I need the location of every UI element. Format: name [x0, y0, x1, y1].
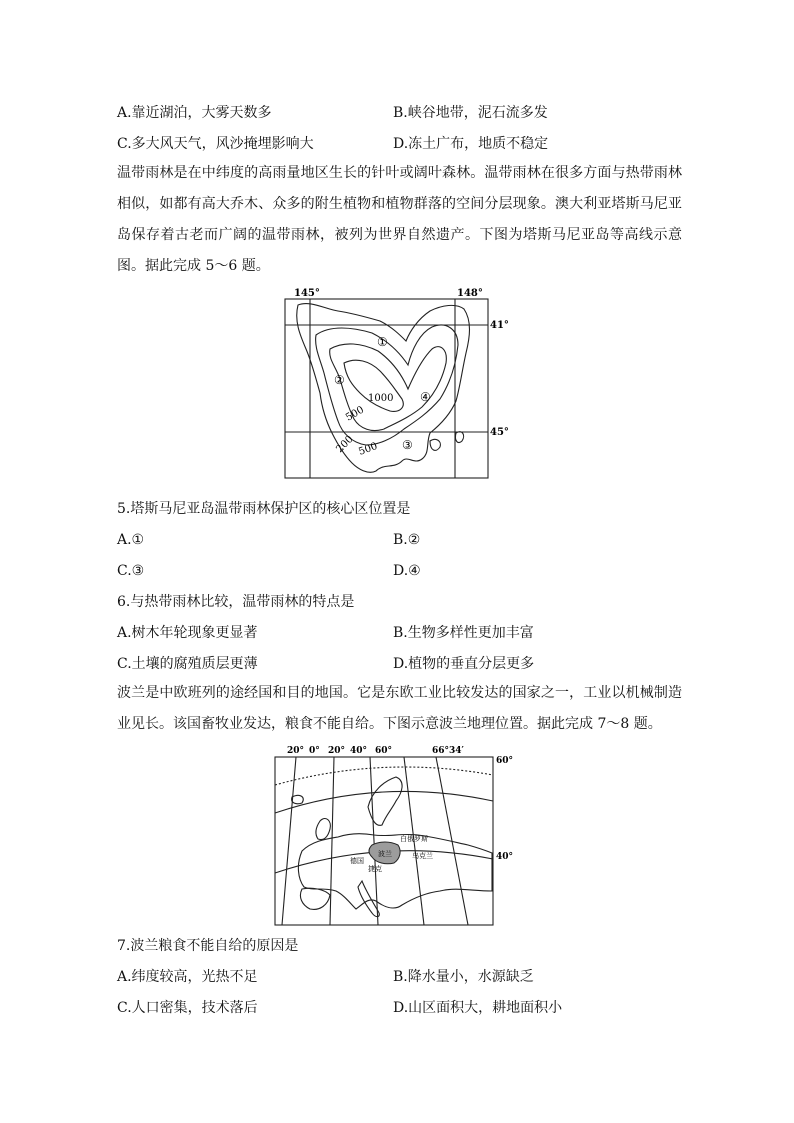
arctic-circle: [275, 767, 493, 785]
britain: [316, 819, 331, 840]
poland-label: 波兰: [378, 850, 392, 858]
passage-poland: 波兰是中欧班列的途经国和目的地国。它是东欧工业比较发达的国家之一，工业以机械制造业见长。该国畜牧业发达，粮食不能自给。下图示意波兰地理位置。据此完成 7～8 题。: [117, 685, 682, 732]
q6-option-a: A.树木年轮现象更显著: [117, 625, 258, 641]
q5-option-a: A.①: [117, 532, 145, 548]
q6-option-c: C.土壤的腐殖质层更薄: [117, 656, 258, 672]
island-1: [430, 439, 440, 450]
marker-4: ④: [420, 390, 431, 404]
marker-2: ②: [334, 373, 345, 387]
contour-label-500a: 500: [344, 404, 367, 424]
iceland: [292, 795, 304, 803]
lon-148-label: 148°: [457, 288, 483, 299]
lon-label-20e: 20°: [328, 746, 346, 756]
iberia: [300, 888, 330, 909]
q5-option-b: B.②: [393, 532, 421, 548]
q6-option-d: D.植物的垂直分层更多: [393, 656, 535, 672]
marker-3: ③: [402, 438, 413, 452]
ukraine-label: 乌克兰: [412, 852, 433, 860]
q4-option-c: C.多大风天气，风沙掩埋影响大: [117, 136, 314, 152]
q5-option-c: C.③: [117, 563, 145, 579]
q5-stem: 5.塔斯马尼亚岛温带雨林保护区的核心区位置是: [117, 501, 411, 517]
tasmania-contour-map: [280, 283, 512, 483]
lat-45-label: 45°: [490, 427, 509, 438]
map-frame: [285, 299, 488, 478]
lon-label-0: 0°: [309, 746, 320, 756]
q7-stem: 7.波兰粮食不能自给的原因是: [117, 938, 299, 954]
map-frame-2: [275, 757, 493, 925]
q5-option-d: D.④: [393, 563, 421, 579]
belarus-label: 白俄罗斯: [400, 835, 428, 843]
contour-label-200: 200: [334, 433, 356, 456]
lon-label-20w: 20°: [287, 746, 305, 756]
q7-option-d: D.山区面积大，耕地面积小: [393, 1000, 563, 1016]
contour-label-1000: 1000: [368, 393, 394, 404]
lon-145-label: 145°: [294, 288, 320, 299]
q7-option-a: A.纬度较高，光热不足: [117, 969, 258, 985]
q4-option-a: A.靠近湖泊，大雾天数多: [117, 105, 272, 121]
poland-location-map: [272, 741, 522, 931]
lon-label-60e: 60°: [375, 746, 393, 756]
meridian-0: [330, 757, 334, 925]
passage-rainforest: 温带雨林是在中纬度的高雨量地区生长的针叶或阔叶森林。温带雨林在很多方面与热带雨林相似，如都有高大乔木、众多的附生植物和植物群落的空间分层现象。澳大利亚塔斯马尼亚岛保存着古老而广阔的温带雨林，被列为世界自然遗产。下图为塔斯马尼亚岛等高线示意图。据此完成 5～6 题。: [117, 165, 682, 274]
parallel-60: [275, 791, 493, 813]
q7-option-c: C.人口密集，技术落后: [117, 1000, 258, 1016]
q4-option-d: D.冻土广布，地质不稳定: [393, 136, 549, 152]
q6-option-b: B.生物多样性更加丰富: [393, 625, 534, 641]
lat-label-60: 60°: [496, 756, 514, 766]
coastline: [297, 304, 470, 473]
q4-option-b: B.峡谷地带，泥石流多发: [393, 105, 548, 121]
lat-label-40: 40°: [496, 852, 514, 862]
lat-41-label: 41°: [490, 320, 509, 331]
germany-label: 德国: [350, 857, 364, 865]
q7-option-b: B.降水量小，水源缺乏: [393, 969, 534, 985]
lon-label-40e: 40°: [350, 746, 368, 756]
contour-label-500b: 500: [357, 440, 379, 458]
island-2: [455, 432, 463, 443]
arctic-circle-label: 66°34′: [432, 746, 464, 756]
czech-label: 捷克: [368, 865, 382, 873]
marker-1: ①: [377, 335, 388, 349]
q6-stem: 6.与热带雨林比较，温带雨林的特点是: [117, 594, 355, 610]
